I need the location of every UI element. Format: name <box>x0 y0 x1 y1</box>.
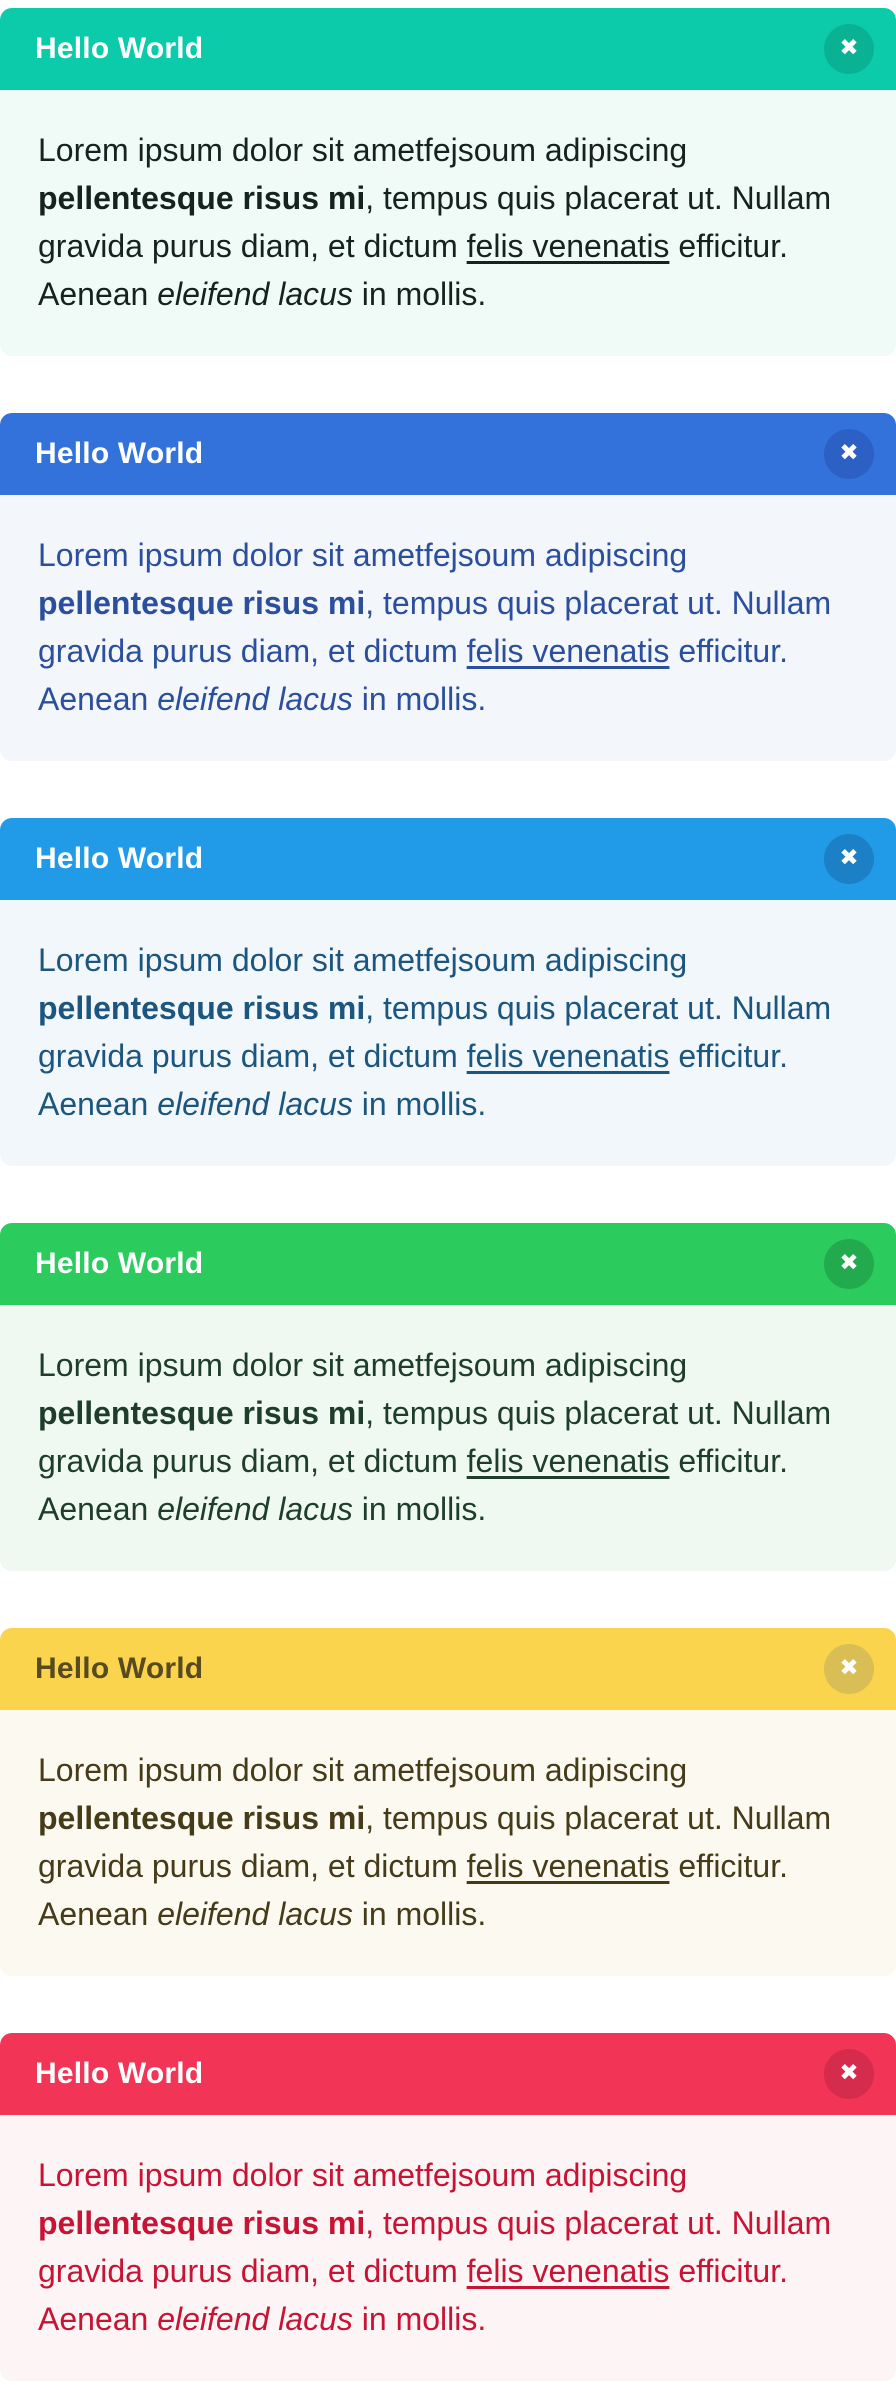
italic-text: eleifend lacus <box>157 681 353 717</box>
close-icon: ✖ <box>839 439 859 466</box>
body-text: , tempus quis placerat ut. Nullam gravida purus diam, et dictum <box>38 1800 832 1884</box>
card-title: Hello World <box>35 32 204 65</box>
body-text: , tempus quis placerat ut. Nullam gravida purus diam, et dictum <box>38 180 832 264</box>
close-icon: ✖ <box>839 34 859 61</box>
card-header <box>0 8 896 90</box>
body-text: Lorem ipsum dolor sit ametfejsoum adipiscing <box>38 2157 688 2193</box>
bold-text: pellentesque risus mi <box>38 1395 366 1431</box>
body-text: in mollis. <box>352 681 487 717</box>
close-button[interactable] <box>824 1644 874 1694</box>
bold-text: pellentesque risus mi <box>38 585 366 621</box>
italic-text: eleifend lacus <box>157 1491 353 1527</box>
body-text: in mollis. <box>352 276 487 312</box>
alert-card-red <box>0 2033 896 2381</box>
body-text: efficitur. Aenean <box>38 633 788 717</box>
body-text: in mollis. <box>352 1491 487 1527</box>
alert-card-green <box>0 1223 896 1571</box>
card-title: Hello World <box>35 2057 204 2090</box>
body-text: , tempus quis placerat ut. Nullam gravida purus diam, et dictum <box>38 990 832 1074</box>
underlined-text: felis venenatis <box>466 1038 670 1074</box>
close-button[interactable] <box>824 834 874 884</box>
body-text: efficitur. Aenean <box>38 1038 788 1122</box>
bold-text: pellentesque risus mi <box>38 180 366 216</box>
body-text: Lorem ipsum dolor sit ametfejsoum adipiscing <box>38 942 688 978</box>
card-title: Hello World <box>35 1247 204 1280</box>
italic-text: eleifend lacus <box>157 1086 353 1122</box>
body-text: efficitur. Aenean <box>38 1848 788 1932</box>
body-text: Lorem ipsum dolor sit ametfejsoum adipiscing <box>38 537 688 573</box>
italic-text: eleifend lacus <box>157 276 353 312</box>
close-button[interactable] <box>824 1239 874 1289</box>
underlined-text: felis venenatis <box>466 1443 670 1479</box>
bold-text: pellentesque risus mi <box>38 1800 366 1836</box>
body-text: , tempus quis placerat ut. Nullam gravida purus diam, et dictum <box>38 2205 832 2289</box>
body-text: in mollis. <box>352 1086 487 1122</box>
card-header <box>0 1628 896 1710</box>
alert-card-teal <box>0 8 896 356</box>
alert-card-sky-blue <box>0 818 896 1166</box>
bold-text: pellentesque risus mi <box>38 2205 366 2241</box>
close-button[interactable] <box>824 2049 874 2099</box>
body-text: , tempus quis placerat ut. Nullam gravida purus diam, et dictum <box>38 1395 832 1479</box>
italic-text: eleifend lacus <box>157 1896 353 1932</box>
close-icon: ✖ <box>839 844 859 871</box>
underlined-text: felis venenatis <box>466 2253 670 2289</box>
close-icon: ✖ <box>839 1249 859 1276</box>
close-icon: ✖ <box>839 2059 859 2086</box>
card-title: Hello World <box>35 1652 204 1685</box>
body-text: in mollis. <box>352 2301 487 2337</box>
close-icon: ✖ <box>839 1654 859 1681</box>
alert-card-yellow <box>0 1628 896 1976</box>
body-text: Lorem ipsum dolor sit ametfejsoum adipiscing <box>38 1347 688 1383</box>
body-text: in mollis. <box>352 1896 487 1932</box>
card-body <box>0 1305 896 1571</box>
card-header <box>0 1223 896 1305</box>
card-body <box>0 90 896 356</box>
body-text: efficitur. Aenean <box>38 2253 788 2337</box>
card-header <box>0 818 896 900</box>
underlined-text: felis venenatis <box>466 633 670 669</box>
card-body <box>0 2115 896 2381</box>
body-text: Lorem ipsum dolor sit ametfejsoum adipiscing <box>38 132 688 168</box>
underlined-text: felis venenatis <box>466 1848 670 1884</box>
body-text: efficitur. Aenean <box>38 228 788 312</box>
card-body <box>0 495 896 761</box>
underlined-text: felis venenatis <box>466 228 670 264</box>
close-button[interactable] <box>824 24 874 74</box>
body-text: efficitur. Aenean <box>38 1443 788 1527</box>
close-button[interactable] <box>824 429 874 479</box>
italic-text: eleifend lacus <box>157 2301 353 2337</box>
card-title: Hello World <box>35 842 204 875</box>
card-title: Hello World <box>35 437 204 470</box>
body-text: , tempus quis placerat ut. Nullam gravida purus diam, et dictum <box>38 585 832 669</box>
card-header <box>0 413 896 495</box>
card-body <box>0 1710 896 1976</box>
card-body <box>0 900 896 1166</box>
body-text: Lorem ipsum dolor sit ametfejsoum adipiscing <box>38 1752 688 1788</box>
bold-text: pellentesque risus mi <box>38 990 366 1026</box>
alert-card-royal-blue <box>0 413 896 761</box>
card-header <box>0 2033 896 2115</box>
